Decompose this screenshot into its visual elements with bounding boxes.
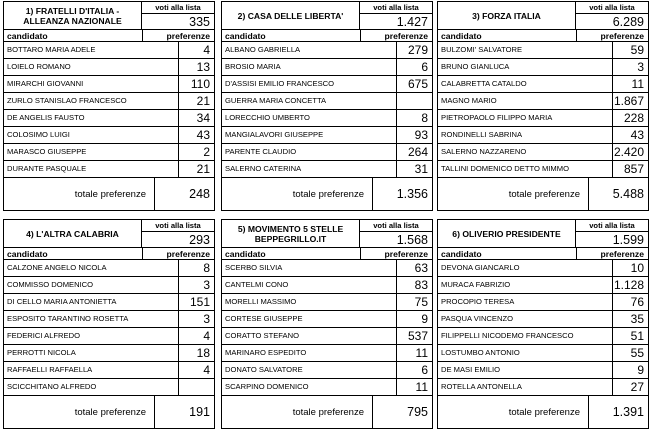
candidate-row xyxy=(222,144,432,161)
total-value: 5.488 xyxy=(588,178,648,210)
candidate-name: D'ASSISI EMILIO FRANCESCO xyxy=(225,79,335,88)
candidate-name: COMMISSO DOMENICO xyxy=(7,280,94,289)
candidate-row xyxy=(222,362,432,379)
list-votes-value: 335 xyxy=(189,15,210,29)
candidate-preferences: 2 xyxy=(178,144,214,160)
list-votes-value: 293 xyxy=(189,233,210,247)
column-header xyxy=(222,248,432,260)
list-votes-box xyxy=(359,2,432,29)
preferences-header: preferenze xyxy=(360,30,432,41)
candidate-name: LOSTUMBO ANTONIO xyxy=(441,348,520,357)
candidate-name: ZURLO STANISLAO FRANCESCO xyxy=(7,96,127,105)
total-row xyxy=(222,396,432,428)
total-label: totale preferenze xyxy=(74,406,146,418)
candidate-row xyxy=(222,328,432,345)
total-value: 248 xyxy=(154,178,214,210)
candidate-row xyxy=(222,93,432,110)
candidate-name: BOTTARO MARIA ADELE xyxy=(7,45,96,54)
list-votes-value: 1.599 xyxy=(612,233,644,247)
list-panel xyxy=(221,219,433,429)
candidate-name: PARENTE CLAUDIO xyxy=(225,147,297,156)
candidate-row xyxy=(4,76,214,93)
list-title: 6) OLIVERIO PRESIDENTE xyxy=(452,228,561,239)
total-label: totale preferenze xyxy=(74,188,146,200)
candidate-row xyxy=(4,311,214,328)
candidate-name: MARASCO GIUSEPPE xyxy=(7,147,87,156)
candidate-preferences: 857 xyxy=(612,161,648,177)
candidate-row xyxy=(4,127,214,144)
candidate-row xyxy=(222,127,432,144)
list-panel xyxy=(3,219,215,429)
votes-label: voti alla lista xyxy=(576,2,648,14)
list-panel xyxy=(221,1,433,211)
candidate-name: ALBANO GABRIELLA xyxy=(225,45,301,54)
candidate-preferences: 1.867 xyxy=(612,93,648,109)
candidate-row xyxy=(438,161,648,178)
candidate-name: PERROTTI NICOLA xyxy=(7,348,76,357)
candidate-preferences xyxy=(178,379,214,395)
candidate-name: ESPOSITO TARANTINO ROSETTA xyxy=(7,314,129,323)
candidate-preferences: 151 xyxy=(178,294,214,310)
candidate-row xyxy=(222,260,432,277)
candidate-name: PIETROPAOLO FILIPPO MARIA xyxy=(441,113,553,122)
candidate-row xyxy=(438,76,648,93)
candidate-name: CALABRETTA CATALDO xyxy=(441,79,527,88)
preferences-header: preferenze xyxy=(142,30,214,41)
candidate-preferences: 1.128 xyxy=(612,277,648,293)
candidate-name: DE ANGELIS FAUSTO xyxy=(7,113,85,122)
candidate-name: TALLINI DOMENICO DETTO MIMMO xyxy=(441,164,569,173)
candidate-preferences: 43 xyxy=(612,127,648,143)
total-label: totale preferenze xyxy=(508,406,580,418)
candidate-row xyxy=(222,59,432,76)
candidate-preferences: 675 xyxy=(396,76,432,92)
total-row xyxy=(438,396,648,428)
preferences-header: preferenze xyxy=(360,248,432,259)
column-header xyxy=(4,248,214,260)
candidate-name: DURANTE PASQUALE xyxy=(7,164,87,173)
candidate-row xyxy=(4,328,214,345)
candidate-preferences: 51 xyxy=(612,328,648,344)
candidate-name: ROTELLA ANTONELLA xyxy=(441,382,522,391)
column-header xyxy=(222,30,432,42)
candidate-row xyxy=(438,59,648,76)
candidate-name: FEDERICI ALFREDO xyxy=(7,331,80,340)
total-row xyxy=(4,178,214,210)
candidate-name: RAFFAELLI RAFFAELLA xyxy=(7,365,93,374)
column-header xyxy=(438,248,648,260)
candidate-name: BULZOMI' SALVATORE xyxy=(441,45,523,54)
candidate-preferences: 110 xyxy=(178,76,214,92)
candidate-name: CORTESE GIUSEPPE xyxy=(225,314,303,323)
candidate-row xyxy=(4,59,214,76)
candidate-preferences: 3 xyxy=(178,277,214,293)
candidate-name: MANGIALAVORI GIUSEPPE xyxy=(225,130,324,139)
candidate-name: CANTELMI CONO xyxy=(225,280,289,289)
candidate-row xyxy=(4,294,214,311)
preferences-header: preferenze xyxy=(576,248,648,259)
candidate-row xyxy=(4,379,214,396)
votes-label: voti alla lista xyxy=(360,2,432,14)
candidate-name: SCERBO SILVIA xyxy=(225,263,283,272)
candidate-preferences: 9 xyxy=(396,311,432,327)
total-value: 1.391 xyxy=(588,396,648,428)
candidate-row xyxy=(4,144,214,161)
list-votes-value: 1.568 xyxy=(396,233,428,247)
list-header xyxy=(222,220,432,248)
total-value: 1.356 xyxy=(372,178,432,210)
list-title: 3) FORZA ITALIA xyxy=(472,10,541,21)
candidate-row xyxy=(438,311,648,328)
candidate-preferences: 537 xyxy=(396,328,432,344)
candidate-name: GUERRA MARIA CONCETTA xyxy=(225,96,327,105)
candidate-name: SCICCHITANO ALFREDO xyxy=(7,382,97,391)
list-title: 1) FRATELLI D'ITALIA - ALLEANZA NAZIONALE xyxy=(23,5,122,26)
candidate-row xyxy=(222,379,432,396)
candidate-name: COLOSIMO LUIGI xyxy=(7,130,70,139)
candidate-name: DONATO SALVATORE xyxy=(225,365,303,374)
candidate-row xyxy=(222,294,432,311)
candidate-name: PASQUA VINCENZO xyxy=(441,314,514,323)
votes-label: voti alla lista xyxy=(142,2,214,14)
total-value: 795 xyxy=(372,396,432,428)
list-votes-box xyxy=(141,2,214,29)
total-label: totale preferenze xyxy=(292,188,364,200)
candidate-row xyxy=(222,110,432,127)
candidate-row xyxy=(438,294,648,311)
candidate-name: PROCOPIO TERESA xyxy=(441,297,515,306)
candidate-preferences: 63 xyxy=(396,260,432,276)
list-votes-value: 6.289 xyxy=(612,15,644,29)
candidate-row xyxy=(222,42,432,59)
candidate-row xyxy=(438,277,648,294)
candidate-name: MIRARCHI GIOVANNI xyxy=(7,79,84,88)
candidate-name: SALERNO CATERINA xyxy=(225,164,302,173)
candidate-row xyxy=(438,144,648,161)
candidate-row xyxy=(222,345,432,362)
total-value: 191 xyxy=(154,396,214,428)
candidate-preferences: 279 xyxy=(396,42,432,58)
candidate-row xyxy=(438,93,648,110)
candidate-row xyxy=(222,277,432,294)
total-label: totale preferenze xyxy=(508,188,580,200)
candidate-preferences: 35 xyxy=(612,311,648,327)
candidate-name: LORECCHIO UMBERTO xyxy=(225,113,310,122)
votes-label: voti alla lista xyxy=(576,220,648,232)
candidate-name: MAGNO MARIO xyxy=(441,96,497,105)
candidate-preferences: 59 xyxy=(612,42,648,58)
list-title: 5) MOVIMENTO 5 STELLE BEPPEGRILLO.IT xyxy=(237,223,344,244)
candidate-preferences: 10 xyxy=(612,260,648,276)
candidate-row xyxy=(4,345,214,362)
candidate-name: FILIPPELLI NICODEMO FRANCESCO xyxy=(441,331,574,340)
column-header xyxy=(438,30,648,42)
candidate-name: SALERNO NAZZARENO xyxy=(441,147,527,156)
candidate-name: LOIELO ROMANO xyxy=(7,62,71,71)
candidate-name: RONDINELLI SABRINA xyxy=(441,130,523,139)
candidate-row xyxy=(222,76,432,93)
preferences-header: preferenze xyxy=(576,30,648,41)
candidate-preferences: 8 xyxy=(396,110,432,126)
candidate-row xyxy=(4,110,214,127)
candidate-preferences: 228 xyxy=(612,110,648,126)
candidate-row xyxy=(438,362,648,379)
candidate-preferences: 11 xyxy=(396,345,432,361)
candidate-preferences xyxy=(396,93,432,109)
candidate-name: BROSIO MARIA xyxy=(225,62,281,71)
candidate-preferences: 11 xyxy=(612,76,648,92)
list-header xyxy=(222,2,432,30)
candidate-row xyxy=(4,93,214,110)
votes-label: voti alla lista xyxy=(360,220,432,232)
candidate-preferences: 4 xyxy=(178,328,214,344)
candidate-row xyxy=(222,161,432,178)
candidate-row xyxy=(438,110,648,127)
candidate-preferences: 3 xyxy=(612,59,648,75)
candidate-row xyxy=(438,42,648,59)
list-votes-box xyxy=(575,220,648,247)
candidate-preferences: 75 xyxy=(396,294,432,310)
candidate-header: candidato xyxy=(7,31,48,41)
list-header xyxy=(4,2,214,30)
candidate-preferences: 2.420 xyxy=(612,144,648,160)
candidate-preferences: 264 xyxy=(396,144,432,160)
list-votes-value: 1.427 xyxy=(396,15,428,29)
candidate-preferences: 55 xyxy=(612,345,648,361)
column-header xyxy=(4,30,214,42)
candidate-name: CORATTO STEFANO xyxy=(225,331,299,340)
candidate-preferences: 6 xyxy=(396,59,432,75)
candidate-header: candidato xyxy=(441,31,482,41)
candidate-row xyxy=(222,311,432,328)
candidate-preferences: 18 xyxy=(178,345,214,361)
candidate-name: MURACA FABRIZIO xyxy=(441,280,511,289)
candidate-row xyxy=(438,379,648,396)
candidate-name: BRUNO GIANLUCA xyxy=(441,62,510,71)
candidate-name: SCARPINO DOMENICO xyxy=(225,382,309,391)
candidate-preferences: 93 xyxy=(396,127,432,143)
candidate-preferences: 11 xyxy=(396,379,432,395)
total-row xyxy=(438,178,648,210)
votes-label: voti alla lista xyxy=(142,220,214,232)
candidate-header: candidato xyxy=(225,249,266,259)
candidate-preferences: 8 xyxy=(178,260,214,276)
list-header xyxy=(438,2,648,30)
candidate-name: MORELLI MASSIMO xyxy=(225,297,297,306)
candidate-name: CALZONE ANGELO NICOLA xyxy=(7,263,107,272)
candidate-row xyxy=(438,345,648,362)
candidate-row xyxy=(4,42,214,59)
candidate-preferences: 6 xyxy=(396,362,432,378)
candidate-name: DI CELLO MARIA ANTONIETTA xyxy=(7,297,117,306)
candidate-preferences: 43 xyxy=(178,127,214,143)
candidate-name: DE MASI EMILIO xyxy=(441,365,501,374)
candidate-preferences: 83 xyxy=(396,277,432,293)
total-row xyxy=(222,178,432,210)
list-panel xyxy=(437,1,649,211)
total-row xyxy=(4,396,214,428)
total-label: totale preferenze xyxy=(292,406,364,418)
candidate-preferences: 31 xyxy=(396,161,432,177)
candidate-row xyxy=(4,362,214,379)
candidate-preferences: 9 xyxy=(612,362,648,378)
candidate-row xyxy=(438,260,648,277)
candidate-row xyxy=(438,328,648,345)
candidate-preferences: 4 xyxy=(178,362,214,378)
list-votes-box xyxy=(141,220,214,247)
candidate-header: candidato xyxy=(441,249,482,259)
list-header xyxy=(4,220,214,248)
list-panel xyxy=(437,219,649,429)
list-title: 2) CASA DELLE LIBERTA' xyxy=(237,10,344,21)
candidate-preferences: 76 xyxy=(612,294,648,310)
list-header xyxy=(438,220,648,248)
candidate-preferences: 3 xyxy=(178,311,214,327)
candidate-preferences: 13 xyxy=(178,59,214,75)
list-title: 4) L'ALTRA CALABRIA xyxy=(26,228,119,239)
list-votes-box xyxy=(359,220,432,247)
candidate-preferences: 4 xyxy=(178,42,214,58)
candidate-row xyxy=(4,260,214,277)
candidate-row xyxy=(4,277,214,294)
candidate-preferences: 27 xyxy=(612,379,648,395)
candidate-row xyxy=(4,161,214,178)
candidate-header: candidato xyxy=(225,31,266,41)
list-panel xyxy=(3,1,215,211)
candidate-name: DEVONA GIANCARLO xyxy=(441,263,520,272)
candidate-preferences: 21 xyxy=(178,93,214,109)
candidate-preferences: 21 xyxy=(178,161,214,177)
candidate-name: MARINARO ESPEDITO xyxy=(225,348,307,357)
preferences-header: preferenze xyxy=(142,248,214,259)
candidate-row xyxy=(438,127,648,144)
candidate-header: candidato xyxy=(7,249,48,259)
candidate-preferences: 34 xyxy=(178,110,214,126)
list-votes-box xyxy=(575,2,648,29)
